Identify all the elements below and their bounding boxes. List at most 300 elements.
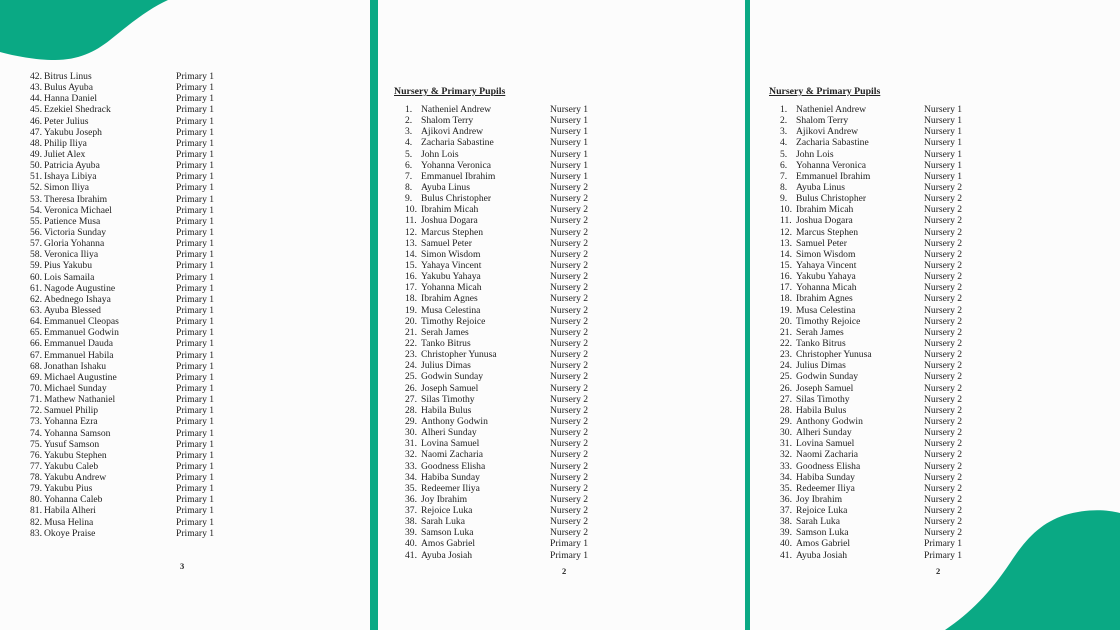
pupil-class: Nursery 2: [550, 360, 589, 372]
pupil-name: Abednego Ishaya: [44, 293, 111, 305]
pupil-class: Primary 1: [176, 148, 215, 160]
pupil-name: Emmanuel Godwin: [44, 327, 119, 339]
item-number: 44.: [30, 93, 42, 105]
pupil-name: Goodness Elisha: [421, 460, 486, 472]
item-number: 5.: [780, 148, 788, 160]
pupil-class: Primary 1: [176, 171, 215, 183]
pupil-class: Nursery 1: [550, 126, 589, 138]
list-item: [405, 149, 725, 160]
pupil-name: Natheniel Andrew: [796, 104, 867, 115]
pupil-class: Nursery 2: [924, 326, 963, 338]
pupil-class: Primary 1: [176, 104, 215, 116]
item-number: 1.: [780, 104, 788, 115]
list-item: [780, 227, 1100, 238]
pupil-class: Nursery 2: [924, 226, 963, 238]
pupil-class: Nursery 2: [550, 415, 589, 427]
item-number: 6.: [780, 159, 788, 171]
item-number: 24.: [780, 360, 792, 372]
pupil-name: Habila Alheri: [44, 505, 96, 517]
pupil-class: Nursery 2: [924, 304, 963, 316]
pupil-class: Nursery 2: [550, 271, 589, 283]
list-item: [30, 227, 350, 238]
pupil-class: Nursery 2: [550, 505, 589, 517]
pupil-class: Nursery 2: [924, 193, 963, 205]
list-item: [30, 149, 350, 160]
pupil-name: Rejoice Luka: [421, 505, 473, 517]
list-item: [30, 505, 350, 516]
item-number: 64.: [30, 316, 42, 328]
pupil-class: Primary 1: [176, 527, 215, 539]
list-item: [405, 160, 725, 171]
pupil-name: Mathew Nathaniel: [44, 394, 116, 406]
pupil-class: Primary 1: [924, 538, 963, 550]
pupil-class: Primary 1: [176, 494, 215, 506]
item-number: 50.: [30, 160, 42, 172]
pupil-name: Yohanna Caleb: [44, 494, 103, 506]
list-title: Nursery & Primary Pupils: [394, 86, 506, 97]
pupil-class: Nursery 2: [924, 204, 963, 216]
pupil-class: Primary 1: [176, 182, 215, 194]
pupil-name: Yohanna Micah: [421, 282, 482, 294]
decorative-wave-top-left: [0, 0, 175, 65]
pupil-class: Nursery 2: [924, 527, 963, 539]
item-number: 66.: [30, 338, 42, 350]
list-item: [30, 461, 350, 472]
item-number: 27.: [405, 393, 417, 405]
list-item: [30, 71, 350, 82]
list-item: [405, 182, 725, 193]
list-item: [780, 204, 1100, 215]
pupil-class: Nursery 2: [924, 404, 963, 416]
pupil-name: Marcus Stephen: [421, 226, 484, 238]
item-number: 77.: [30, 460, 42, 472]
pupil-class: Nursery 2: [550, 404, 589, 416]
pupil-name: Pius Yakubu: [44, 260, 92, 272]
pupil-name: Sarah Luka: [796, 516, 840, 528]
list-item: [405, 115, 725, 126]
pupil-name: Amos Gabriel: [796, 538, 851, 550]
pupil-name: Victoria Sunday: [44, 226, 107, 238]
pupil-name: Naomi Zacharia: [796, 449, 859, 461]
list-item: [30, 160, 350, 171]
item-number: 47.: [30, 126, 42, 138]
pupil-name: Simon Wisdom: [796, 248, 856, 260]
item-number: 45.: [30, 104, 42, 116]
list-item: [30, 283, 350, 294]
list-item: [405, 305, 725, 316]
pupil-name: Bulus Christopher: [421, 193, 492, 205]
list-item: [405, 505, 725, 516]
pupil-name: Bitrus Linus: [44, 71, 92, 82]
list-item: [405, 472, 725, 483]
list-item: [780, 137, 1100, 148]
pupil-name: Sarah Luka: [421, 516, 465, 528]
item-number: 36.: [405, 493, 417, 505]
pupil-class: Primary 1: [176, 260, 215, 272]
pupil-class: Nursery 2: [550, 382, 589, 394]
item-number: 52.: [30, 182, 42, 194]
item-number: 18.: [780, 293, 792, 305]
pupil-class: Primary 1: [176, 115, 215, 127]
pupil-name: Theresa Ibrahim: [44, 193, 108, 205]
pupil-name: Ayuba Josiah: [796, 549, 848, 561]
pupil-name: Emmanuel Ibrahim: [796, 170, 871, 182]
item-number: 13.: [780, 237, 792, 249]
item-number: 6.: [405, 159, 413, 171]
pupil-class: Nursery 2: [550, 204, 589, 216]
list-item: [30, 327, 350, 338]
pupil-class: Primary 1: [176, 137, 215, 149]
pupil-class: Nursery 2: [924, 471, 963, 483]
item-number: 38.: [780, 516, 792, 528]
pupil-class: Nursery 2: [550, 371, 589, 383]
list-item: [30, 338, 350, 349]
list-item: [405, 527, 725, 538]
pupil-class: Primary 1: [550, 538, 589, 550]
pupil-class: Nursery 1: [924, 104, 963, 115]
pupil-name: Emmanuel Cleopas: [44, 316, 119, 328]
list-item: [780, 160, 1100, 171]
list-item: [780, 416, 1100, 427]
item-number: 16.: [405, 271, 417, 283]
item-number: 19.: [405, 304, 417, 316]
document-page-3: [0, 0, 370, 630]
item-number: 42.: [30, 71, 42, 82]
pupil-name: Goodness Elisha: [796, 460, 861, 472]
pupil-name: Emmanuel Dauda: [44, 338, 113, 350]
pupil-name: Anthony Godwin: [421, 415, 488, 427]
pupil-name: Silas Timothy: [421, 393, 475, 405]
list-item: [30, 171, 350, 182]
pupil-name: Julius Dimas: [796, 360, 846, 372]
pupil-class: Nursery 2: [550, 248, 589, 260]
pupil-name: Samuel Peter: [421, 237, 472, 249]
pupil-class: Nursery 2: [550, 215, 589, 227]
list-item: [780, 338, 1100, 349]
pupil-class: Nursery 2: [924, 505, 963, 517]
pupil-name: Yakubu Joseph: [44, 126, 102, 138]
item-number: 82.: [30, 516, 42, 528]
pupil-name: Ibrahim Micah: [421, 204, 479, 216]
item-number: 4.: [405, 137, 413, 149]
pupil-name: Michael Sunday: [44, 382, 107, 394]
list-item: [405, 293, 725, 304]
pupil-class: Primary 1: [176, 405, 215, 417]
pupil-name: Hanna Daniel: [44, 93, 98, 105]
item-number: 41.: [780, 549, 792, 561]
item-number: 65.: [30, 327, 42, 339]
pupil-name: Julius Dimas: [421, 360, 471, 372]
list-item: [30, 405, 350, 416]
pupil-name: Yohanna Veronica: [796, 159, 866, 171]
pupil-class: Nursery 2: [924, 460, 963, 472]
item-number: 18.: [405, 293, 417, 305]
pupil-class: Primary 1: [176, 82, 215, 94]
pupil-name: Yohanna Micah: [796, 282, 857, 294]
pupil-class: Primary 1: [176, 126, 215, 138]
list-item: [405, 282, 725, 293]
pupil-class: Nursery 2: [550, 237, 589, 249]
pupil-name: Natheniel Andrew: [421, 104, 492, 115]
item-number: 67.: [30, 349, 42, 361]
list-item: [405, 137, 725, 148]
pupil-class: Nursery 1: [924, 115, 963, 127]
pupil-name: Lois Samaila: [44, 271, 95, 283]
list-item: [405, 227, 725, 238]
pupil-class: Primary 1: [176, 327, 215, 339]
pupil-class: Primary 1: [176, 293, 215, 305]
list-item: [780, 238, 1100, 249]
item-number: 22.: [780, 337, 792, 349]
item-number: 27.: [780, 393, 792, 405]
list-title: Nursery & Primary Pupils: [769, 86, 881, 97]
pupil-name: Zacharia Sabastine: [421, 137, 494, 149]
item-number: 71.: [30, 394, 42, 406]
pupil-class: Nursery 1: [924, 159, 963, 171]
item-number: 49.: [30, 148, 42, 160]
pupil-name: Peter Julius: [44, 115, 89, 127]
pupil-name: Yakubu Andrew: [44, 472, 107, 484]
pupil-class: Primary 1: [176, 271, 215, 283]
pupil-class: Nursery 2: [550, 259, 589, 271]
pupil-class: Nursery 2: [550, 293, 589, 305]
item-number: 12.: [405, 226, 417, 238]
pupil-class: Nursery 2: [550, 193, 589, 205]
pupil-name: Redeemer Iliya: [421, 482, 480, 494]
pupil-name: Nagode Augustine: [44, 282, 116, 294]
list-item: [780, 271, 1100, 282]
pupil-class: Nursery 2: [550, 337, 589, 349]
pupil-class: Primary 1: [550, 549, 589, 561]
pupil-name: Tanko Bitrus: [796, 337, 846, 349]
item-number: 23.: [780, 349, 792, 361]
pupil-name: Veronica Michael: [44, 204, 112, 216]
item-number: 34.: [780, 471, 792, 483]
pupil-class: Primary 1: [176, 204, 215, 216]
pupil-name: Simon Wisdom: [421, 248, 481, 260]
item-number: 41.: [405, 549, 417, 561]
pupil-class: Nursery 2: [924, 237, 963, 249]
pupil-name: Musa Celestina: [796, 304, 856, 316]
item-number: 40.: [780, 538, 792, 550]
list-item: [30, 127, 350, 138]
pupil-name: Zacharia Sabastine: [796, 137, 869, 149]
list-item: [30, 249, 350, 260]
pupil-name: Joshua Dogara: [421, 215, 478, 227]
pupil-class: Nursery 2: [924, 393, 963, 405]
pupil-name: Jonathan Ishaku: [44, 360, 107, 372]
pupil-name: Samson Luka: [421, 527, 474, 539]
pupil-class: Nursery 1: [550, 115, 589, 127]
pupil-name: Philip Iliya: [44, 137, 87, 149]
item-number: 68.: [30, 360, 42, 372]
item-number: 2.: [780, 115, 788, 127]
item-number: 13.: [405, 237, 417, 249]
item-number: 48.: [30, 137, 42, 149]
pupil-name: Yohanna Samson: [44, 427, 111, 439]
pupil-class: Nursery 2: [550, 449, 589, 461]
item-number: 35.: [780, 482, 792, 494]
page-separator: [370, 0, 378, 630]
item-number: 28.: [405, 404, 417, 416]
list-item: [405, 338, 725, 349]
pupil-class: Primary 1: [924, 549, 963, 561]
item-number: 78.: [30, 472, 42, 484]
list-item: [405, 538, 725, 549]
pupil-class: Nursery 2: [924, 293, 963, 305]
list-item: [780, 182, 1100, 193]
pupil-name: Ayuba Linus: [796, 181, 845, 193]
item-number: 53.: [30, 193, 42, 205]
item-number: 20.: [780, 315, 792, 327]
pupil-name: Musa Celestina: [421, 304, 481, 316]
pupil-class: Nursery 2: [924, 415, 963, 427]
pupil-name: Christopher Yunusa: [796, 349, 872, 361]
list-item: [780, 249, 1100, 260]
item-number: 55.: [30, 215, 42, 227]
list-item: [30, 350, 350, 361]
item-number: 29.: [780, 415, 792, 427]
list-item: [30, 428, 350, 439]
item-number: 37.: [405, 505, 417, 517]
item-number: 58.: [30, 249, 42, 261]
pupil-class: Primary 1: [176, 382, 215, 394]
pupil-class: Nursery 2: [924, 282, 963, 294]
pupil-class: Nursery 2: [550, 471, 589, 483]
pupil-name: Yakubu Pius: [44, 483, 93, 495]
item-number: 30.: [405, 427, 417, 439]
list-item: [780, 461, 1100, 472]
pupil-class: Nursery 2: [924, 259, 963, 271]
pupil-class: Nursery 1: [924, 126, 963, 138]
pupil-name: Lovina Samuel: [421, 438, 480, 450]
pupil-name: Samson Luka: [796, 527, 849, 539]
pupil-name: Samuel Peter: [796, 237, 847, 249]
pupil-class: Nursery 2: [550, 516, 589, 528]
item-number: 8.: [405, 181, 413, 193]
pupil-name: Shalom Terry: [421, 115, 474, 127]
pupil-class: Nursery 2: [550, 427, 589, 439]
list-item: [30, 372, 350, 383]
list-item: [30, 205, 350, 216]
list-item: [780, 215, 1100, 226]
pupil-name: Habila Bulus: [796, 404, 847, 416]
list-item: [405, 516, 725, 527]
pupil-class: Nursery 2: [924, 215, 963, 227]
page-number: 2: [936, 566, 941, 576]
item-number: 69.: [30, 371, 42, 383]
item-number: 1.: [405, 104, 413, 115]
list-item: [30, 305, 350, 316]
pupil-name: Timothy Rejoice: [421, 315, 486, 327]
pupil-name: Redeemer Iliya: [796, 482, 855, 494]
item-number: 12.: [780, 226, 792, 238]
pupil-name: Simon Iliya: [44, 182, 90, 194]
item-number: 14.: [405, 248, 417, 260]
list-item: [405, 126, 725, 137]
item-number: 24.: [405, 360, 417, 372]
pupil-class: Nursery 2: [924, 315, 963, 327]
pupil-class: Primary 1: [176, 349, 215, 361]
list-item: [780, 126, 1100, 137]
pupil-name: Joy Ibrahim: [421, 493, 468, 505]
list-item: [30, 82, 350, 93]
item-number: 16.: [780, 271, 792, 283]
list-item: [780, 483, 1100, 494]
list-item: [30, 450, 350, 461]
list-item: [780, 193, 1100, 204]
list-item: [405, 494, 725, 505]
pupil-name: Musa Helina: [44, 516, 94, 528]
pupil-class: Primary 1: [176, 226, 215, 238]
pupil-name: Ayuba Linus: [421, 181, 470, 193]
pupil-name: Marcus Stephen: [796, 226, 859, 238]
pupil-name: Gloria Yohanna: [44, 238, 105, 250]
list-item: [30, 494, 350, 505]
list-item: [30, 517, 350, 528]
pupil-class: Primary 1: [176, 304, 215, 316]
pupil-class: Primary 1: [176, 215, 215, 227]
list-item: [405, 316, 725, 327]
list-item: [780, 316, 1100, 327]
pupil-name: Serah James: [796, 326, 844, 338]
list-item: [30, 394, 350, 405]
item-number: 21.: [780, 326, 792, 338]
pupil-class: Nursery 1: [924, 170, 963, 182]
pupil-name: Veronica Iliya: [44, 249, 99, 261]
pupil-name: Patience Musa: [44, 215, 101, 227]
list-item: [30, 483, 350, 494]
item-number: 73.: [30, 416, 42, 428]
pupil-class: Primary 1: [176, 505, 215, 517]
pupil-class: Nursery 1: [550, 104, 589, 115]
list-item: [30, 472, 350, 483]
pupil-class: Primary 1: [176, 282, 215, 294]
pupil-name: John Lois: [421, 148, 459, 160]
pupil-class: Nursery 1: [550, 159, 589, 171]
pupil-name: Lovina Samuel: [796, 438, 855, 450]
list-item: [780, 260, 1100, 271]
pupil-class: Nursery 2: [550, 349, 589, 361]
pupil-name: Naomi Zacharia: [421, 449, 484, 461]
list-item: [780, 360, 1100, 371]
pupil-class: Nursery 2: [550, 482, 589, 494]
item-number: 7.: [780, 170, 788, 182]
list-item: [405, 550, 725, 561]
pupil-class: Primary 1: [176, 516, 215, 528]
list-item: [30, 238, 350, 249]
list-item: [30, 93, 350, 104]
page-number: 3: [180, 561, 185, 571]
item-number: 62.: [30, 293, 42, 305]
item-number: 80.: [30, 494, 42, 506]
pupil-name: John Lois: [796, 148, 834, 160]
pupil-class: Primary 1: [176, 483, 215, 495]
list-item: [405, 416, 725, 427]
pupil-name: Ayuba Blessed: [44, 304, 101, 316]
pupil-class: Nursery 1: [550, 137, 589, 149]
item-number: 25.: [405, 371, 417, 383]
pupil-class: Nursery 2: [550, 282, 589, 294]
item-number: 22.: [405, 337, 417, 349]
item-number: 51.: [30, 171, 42, 183]
pupil-class: Primary 1: [176, 249, 215, 261]
list-item: [30, 194, 350, 205]
pupil-class: Nursery 2: [924, 516, 963, 528]
list-item: [405, 483, 725, 494]
item-number: 19.: [780, 304, 792, 316]
item-number: 11.: [780, 215, 792, 227]
